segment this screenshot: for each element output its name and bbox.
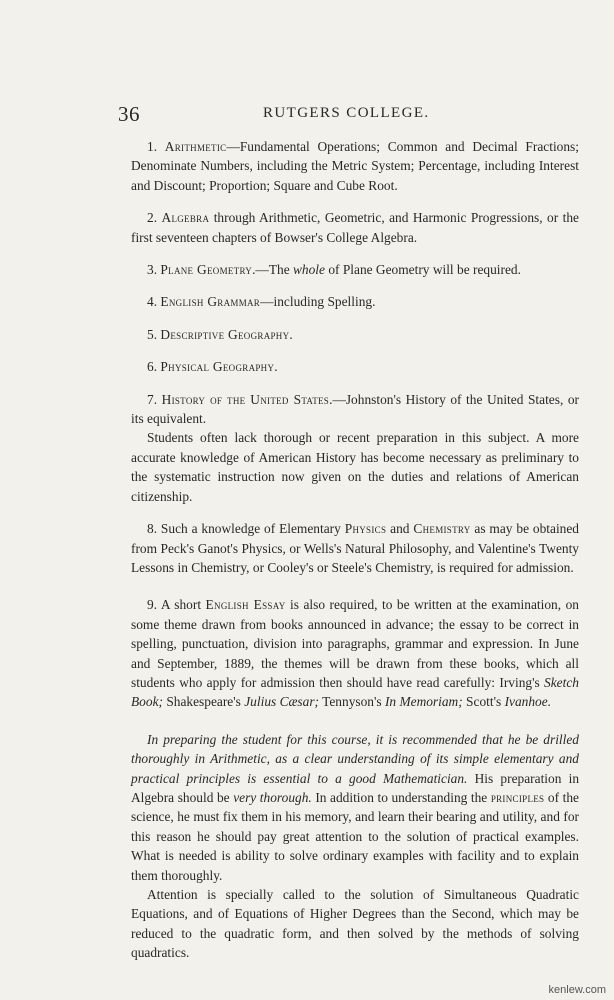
running-title: RUTGERS COLLEGE.	[263, 105, 430, 121]
section-arithmetic	[131, 137, 579, 195]
section-heading: Plane Geometry	[160, 262, 253, 278]
watermark: kenlew.com	[548, 984, 606, 996]
section-number: 8.	[147, 521, 158, 537]
section-text: of Plane Geometry will be required.	[324, 262, 521, 278]
section-number: 5.	[147, 326, 158, 342]
attention-paragraph: Attention is specially called to the solution of Simultaneous Quadratic Equations, and of Equations of Higher Degrees than the Second, which may be reduced to the quadratic form, and then solved by the methods of solving quadratics.	[131, 887, 579, 961]
section-text: .	[289, 326, 293, 342]
section-text: .—The	[252, 262, 293, 278]
section-descriptive-geography	[131, 325, 579, 344]
section-heading: History of the United States	[161, 391, 330, 407]
section-heading: Arithmetic	[164, 139, 227, 154]
section-subject: English Essay	[205, 597, 286, 613]
page-content	[131, 137, 579, 963]
closing-paragraph	[131, 730, 579, 885]
section-emphasis: whole	[292, 262, 325, 278]
page-header	[118, 102, 578, 126]
section-text: —Fundamental Operations; Common and Decimal Fractions; Denominate Numbers, including the Metric System; Percentage, including Interest and Discount; Proportion; Square and Cube Root.	[131, 139, 579, 193]
section-number: 9.	[147, 597, 158, 613]
section-text: Shakespeare's	[162, 694, 245, 710]
section-text: Such a knowledge of Elementary	[157, 521, 345, 537]
section-text: is also required, to be written at the examination, on some theme drawn from books announced in advance; the essay to be correct in spelling, punctuation, division into paragraphs, grammar and expression. In June and September, 1889, the themes will be drawn from these books, which all students who apply for admission then should have read carefully: Irving's	[131, 597, 579, 690]
section-english-grammar	[131, 292, 579, 311]
section-heading: English Grammar	[160, 294, 261, 310]
section-number: 6.	[147, 359, 158, 375]
closing-italic-lead: In preparing the student for this course, it is recommended that he be drilled thoroughly in Arithmetic, as a clear understanding of its simple elementary and practical principles is essential to a good Mathematician.	[131, 731, 579, 786]
book-title: Sketch Book;	[131, 674, 579, 710]
section-text: Tennyson's	[319, 694, 385, 710]
closing-text: His preparation in Algebra should be	[131, 770, 580, 805]
section-number: 1.	[147, 139, 158, 154]
closing-small-caps: principles	[490, 789, 545, 805]
section-number: 2.	[147, 210, 158, 226]
section-text: —including Spelling.	[260, 294, 376, 310]
book-title: Ivanhoe.	[504, 694, 552, 710]
book-title: Julius Cæsar;	[244, 694, 320, 710]
section-text: Scott's	[462, 694, 505, 710]
section-text: .	[274, 359, 278, 375]
page-number: 36	[118, 102, 140, 126]
section-heading: Descriptive Geography	[160, 326, 290, 342]
closing-text: In addition to understanding the	[311, 789, 491, 805]
closing-text: of the science, he must fix them in his memory, and learn their bearing and utility, and for this reason he should pay great attention to the solution of practical examples. What is needed is ability to solve ordinary examples with facility and to explain them thoroughly.	[131, 789, 579, 883]
section-text: A short	[157, 597, 206, 613]
book-title: In Memoriam;	[384, 694, 463, 710]
section-number: 3.	[147, 262, 158, 278]
section-heading: Physical Geography	[160, 359, 275, 375]
section-subject: Physics	[344, 521, 387, 537]
section-history	[131, 390, 579, 429]
section-heading: Algebra	[161, 210, 210, 226]
section-physics-chemistry	[131, 519, 579, 577]
section-subject: Chemistry	[413, 521, 471, 537]
section-history-note: Students often lack thorough or recent preparation in this subject. A more accurate knowledge of American History has become necessary as preliminary to the systematic instruction now given on the duties and relations of American citizenship.	[131, 430, 579, 504]
section-algebra	[131, 208, 579, 247]
section-text: .—Johnston's History of the United States, or its equivalent.	[131, 391, 579, 427]
section-english-essay	[131, 595, 579, 711]
section-number: 4.	[147, 294, 158, 310]
section-text: and	[386, 521, 414, 537]
section-text: as may be obtained from Peck's Ganot's Physics, or Wells's Natural Philosophy, and Valentine's Twenty Lessons in Chemistry, or Cooley's or Steele's Chemistry, is required for admission.	[131, 521, 580, 575]
section-number: 7.	[147, 391, 158, 407]
section-physical-geography	[131, 357, 579, 376]
closing-emphasis: very thorough.	[233, 789, 312, 805]
section-plane-geometry	[131, 260, 579, 279]
section-text: through Arithmetic, Geometric, and Harmonic Progressions, or the first seventeen chapters of Bowser's College Algebra.	[131, 210, 579, 245]
